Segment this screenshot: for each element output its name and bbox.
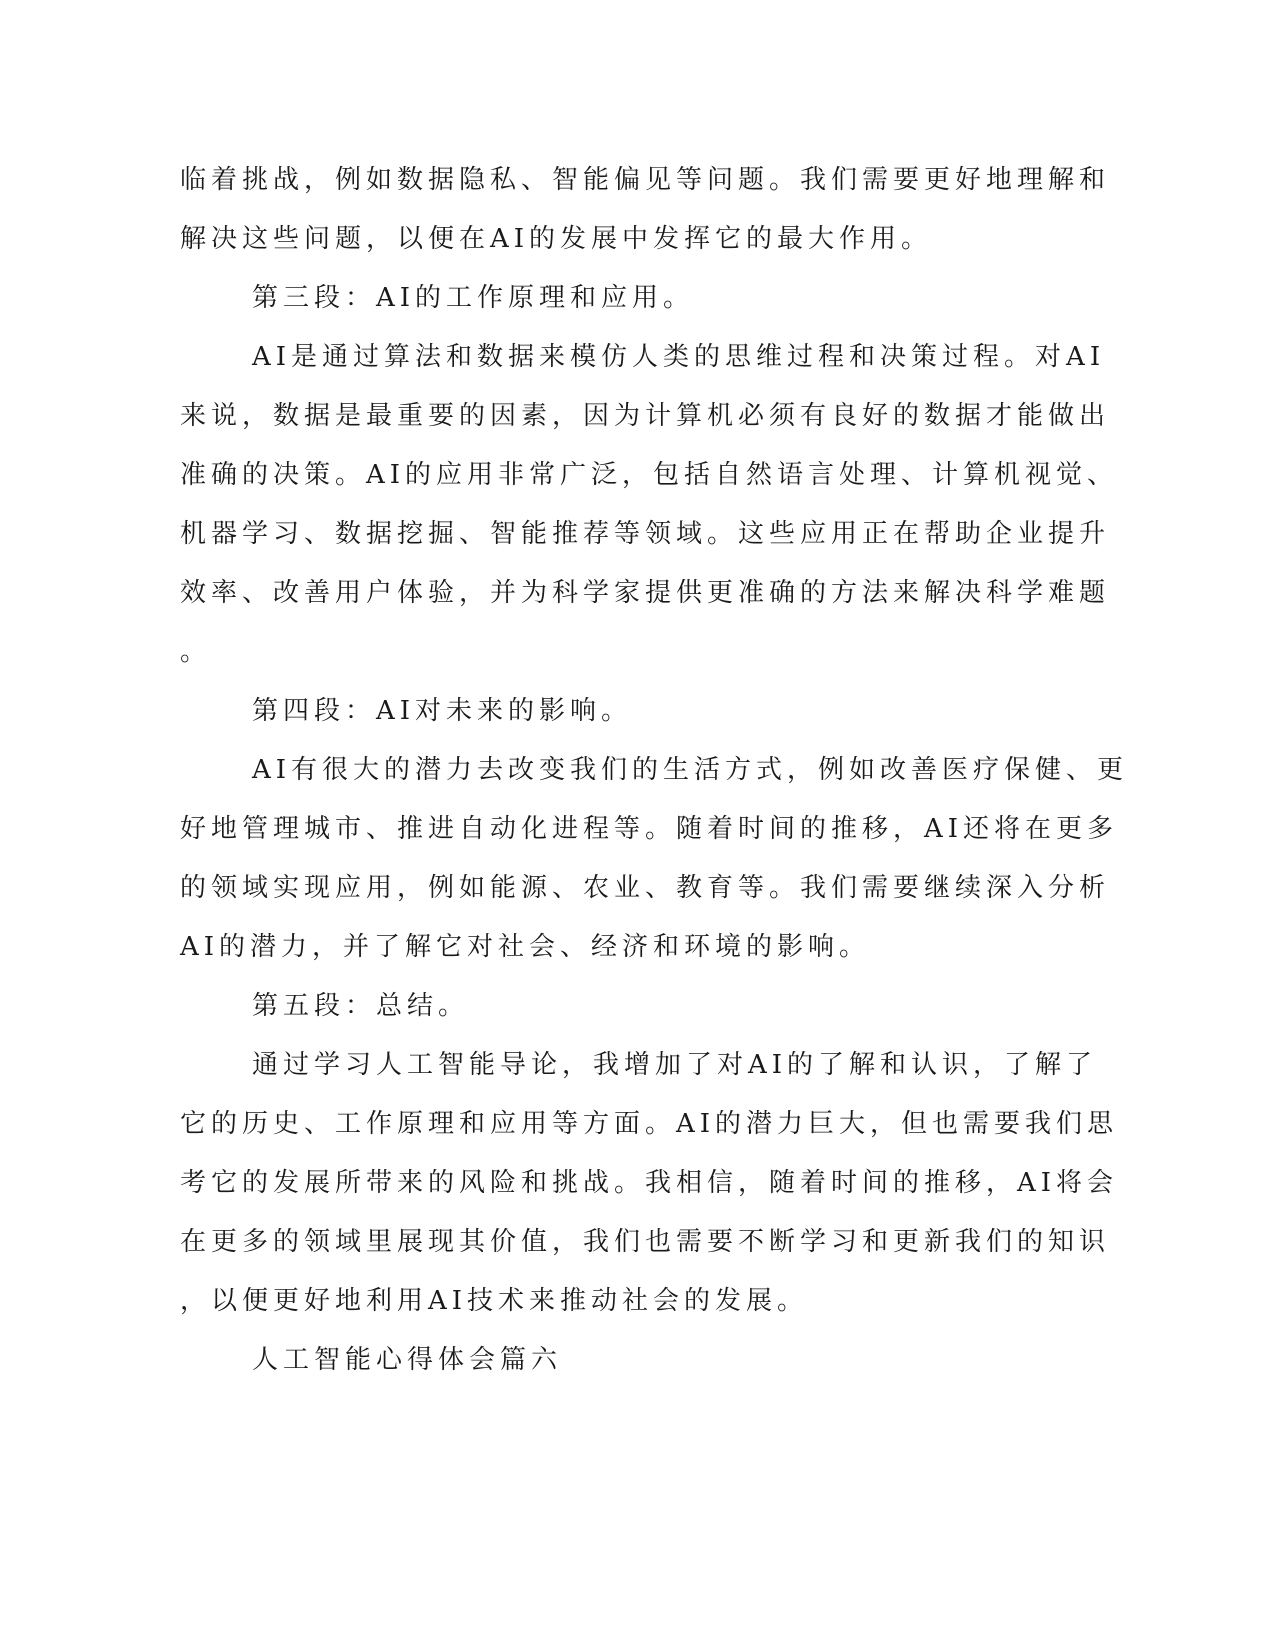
body-text-line: 临着挑战，例如数据隐私、智能偏见等问题。我们需要更好地理解和 bbox=[180, 165, 1111, 195]
body-text-line: 好地管理城市、推进自动化进程等。随着时间的推移，AI还将在更多 bbox=[180, 814, 1119, 844]
body-text-line: 通过学习人工智能导论，我增加了对AI的了解和认识，了解了 bbox=[252, 1050, 1098, 1080]
body-text-line: AI是通过算法和数据来模仿人类的思维过程和决策过程。对AI bbox=[252, 342, 1106, 372]
body-text-line: AI有很大的潜力去改变我们的生活方式，例如改善医疗保健、更 bbox=[252, 755, 1129, 785]
body-text-line: ，以便更好地利用AI技术来推动社会的发展。 bbox=[180, 1286, 809, 1316]
section-heading: 第四段：AI对未来的影响。 bbox=[252, 696, 633, 726]
body-text-line: 准确的决策。AI的应用非常广泛，包括自然语言处理、计算机视觉、 bbox=[180, 460, 1119, 490]
body-text-line: 的领域实现应用，例如能源、农业、教育等。我们需要继续深入分析 bbox=[180, 873, 1111, 903]
article-heading: 人工智能心得体会篇六 bbox=[252, 1345, 563, 1375]
body-text-line: 解决这些问题，以便在AI的发展中发挥它的最大作用。 bbox=[180, 224, 933, 254]
body-text-line: 机器学习、数据挖掘、智能推荐等领域。这些应用正在帮助企业提升 bbox=[180, 519, 1111, 549]
body-text-line: 来说，数据是最重要的因素，因为计算机必须有良好的数据才能做出 bbox=[180, 401, 1111, 431]
body-text-line: AI的潜力，并了解它对社会、经济和环境的影响。 bbox=[180, 932, 871, 962]
body-text-line: 考它的发展所带来的风险和挑战。我相信，随着时间的推移，AI将会 bbox=[180, 1168, 1119, 1198]
body-text-line: 它的历史、工作原理和应用等方面。AI的潜力巨大，但也需要我们思 bbox=[180, 1109, 1119, 1139]
section-heading: 第三段：AI的工作原理和应用。 bbox=[252, 283, 695, 313]
body-text-line: 。 bbox=[180, 637, 212, 667]
section-heading: 第五段：总结。 bbox=[252, 991, 470, 1021]
body-text-line: 效率、改善用户体验，并为科学家提供更准确的方法来解决科学难题 bbox=[180, 578, 1111, 608]
body-text-line: 在更多的领域里展现其价值，我们也需要不断学习和更新我们的知识 bbox=[180, 1227, 1111, 1257]
